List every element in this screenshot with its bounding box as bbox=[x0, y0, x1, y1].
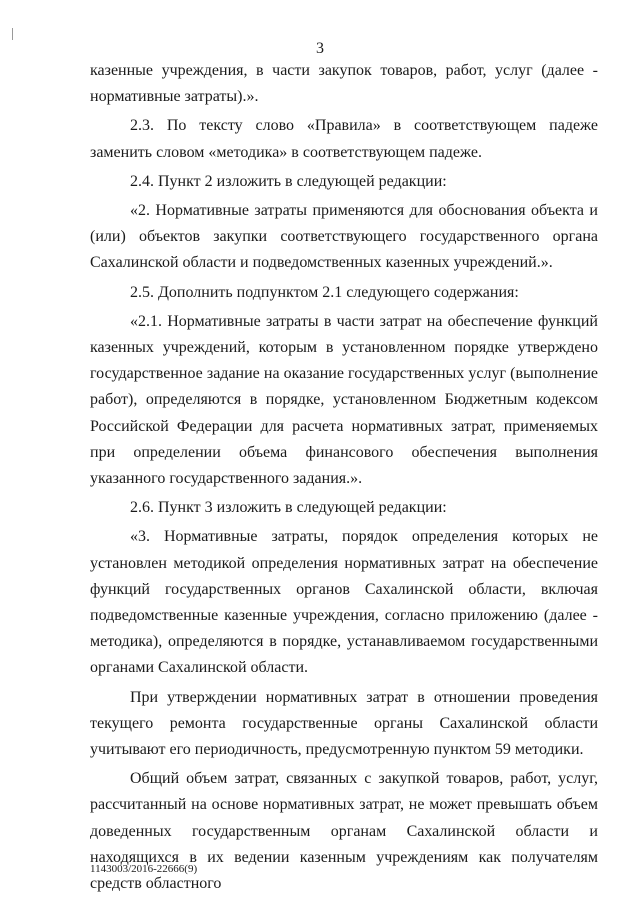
paragraph-2-4: 2.4. Пункт 2 изложить в следующей редакции: bbox=[130, 172, 447, 190]
paragraph-2-6: 2.6. Пункт 3 изложить в следующей редакции: bbox=[130, 499, 447, 517]
scan-margin-mark bbox=[12, 28, 13, 40]
paragraph-repair: При утверждении нормативных затрат в отношении проведения текущего ремонта государственные органы Сахалинской области учитывают его периодичность, предусмотренную пунктом 59 методики. bbox=[90, 688, 598, 759]
paragraph-continuation: казенные учреждения, в части закупок товаров, работ, услуг (далее - нормативные затраты).». bbox=[90, 62, 598, 106]
paragraph-2-5: 2.5. Дополнить подпунктом 2.1 следующего содержания: bbox=[130, 283, 519, 301]
document-registration-code: 1143003/2016-22666(9) bbox=[90, 863, 198, 875]
paragraph-total-volume: Общий объем затрат, связанных с закупкой товаров, работ, услуг, рассчитанный на основе нормативных затрат, не может превышать объем доведенных государственным органам Сахалинской области и находящихся в их ведении казенным учреждениям как получателям средств областного bbox=[90, 770, 598, 893]
page-number: 3 bbox=[316, 40, 324, 57]
paragraph-quote-3: «3. Нормативные затраты, порядок определения которых не установлен методикой определения нормативных затрат на обеспечение функций государственных органов Сахалинской области, включая подведомственные казенные учреждения, согласно приложению (далее - методика), определяются в порядке, устанавливаемом государственными органами Сахалинской области. bbox=[90, 528, 598, 677]
paragraph-2-3: 2.3. По тексту слово «Правила» в соответствующем падеже заменить словом «методика» в соответствующем падеже. bbox=[90, 117, 598, 161]
paragraph-quote-2-1: «2.1. Нормативные затраты в части затрат на обеспечение функций казенных учреждений, которым в установленном порядке утверждено государственное задание на оказание государственных услуг (выполнение работ), определяются в порядке, установленном Бюджетным кодексом Российской Федерации для расчета нормативных затрат, применяемых при определении объема финансового обеспечения выполнения указанного государственного задания.». bbox=[90, 312, 598, 488]
paragraph-quote-2: «2. Нормативные затраты применяются для обоснования объекта и (или) объектов закупки соответствующего государственного органа Сахалинской области и подведомственных казенных учреждений.». bbox=[90, 202, 598, 272]
document-body bbox=[90, 58, 598, 897]
